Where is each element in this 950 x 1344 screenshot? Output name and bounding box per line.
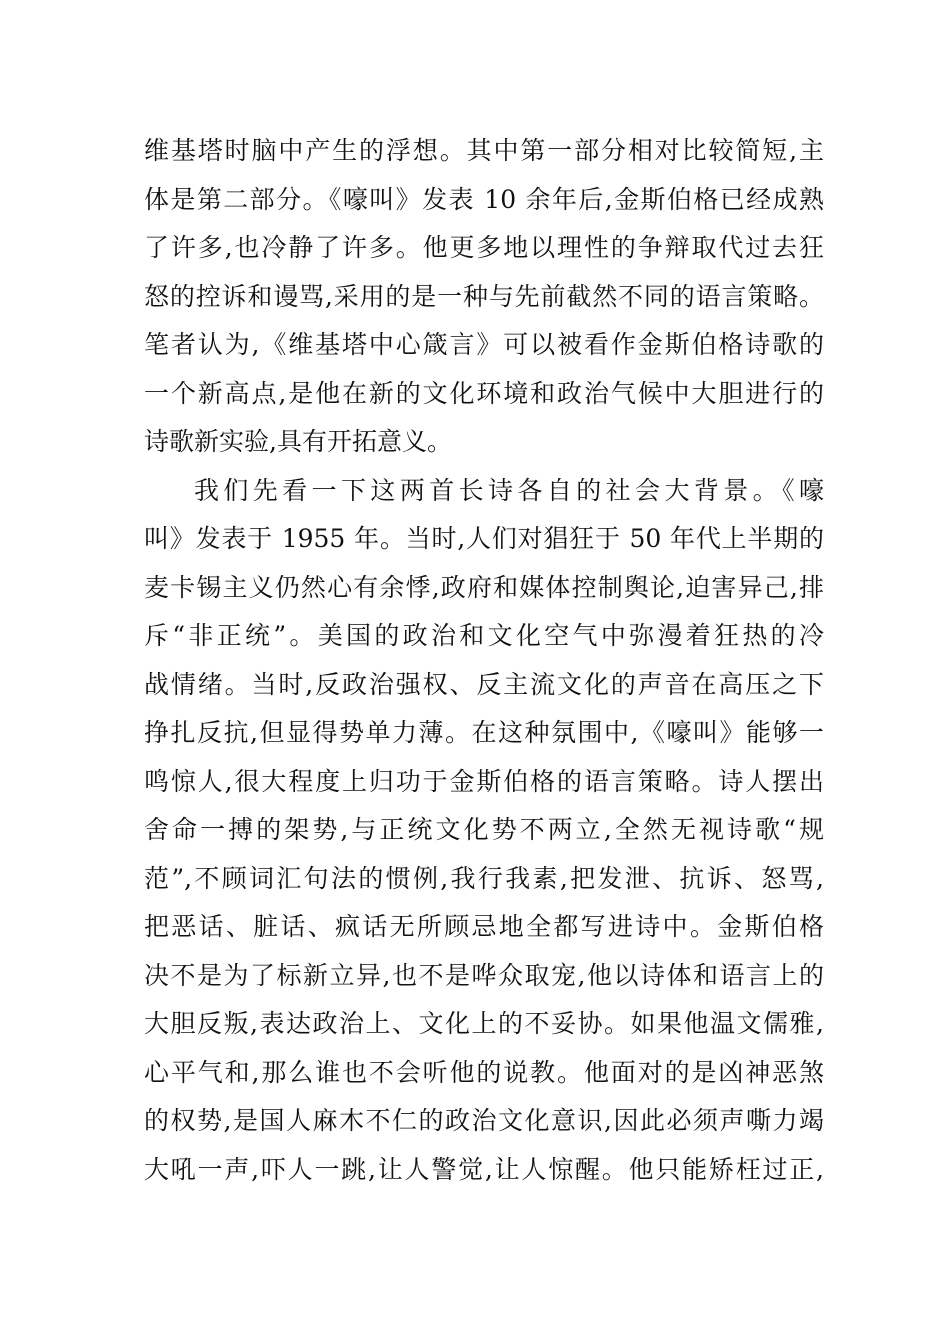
text-line: 战情绪。当时,反政治强权、反主流文化的声音在高压之下 bbox=[144, 669, 824, 699]
text-line: 鸣惊人,很大程度上归功于金斯伯格的语言策略。诗人摆出 bbox=[144, 766, 824, 796]
text-line: 斥“非正统”。美国的政治和文化空气中弥漫着狂热的冷 bbox=[144, 621, 824, 650]
text-line: 了许多,也冷静了许多。他更多地以理性的争辩取代过去狂 bbox=[144, 233, 824, 262]
text-line: 叫》发表于 1955 年。当时,人们对猖狂于 50 年代上半期的 bbox=[144, 524, 824, 553]
text-line: 麦卡锡主义仍然心有余悸,政府和媒体控制舆论,迫害异己,排 bbox=[144, 572, 824, 602]
text-line: 心平气和,那么谁也不会听他的说教。他面对的是凶神恶煞 bbox=[144, 1057, 824, 1087]
text-line: 决不是为了标新立异,也不是哗众取宠,他以诗体和语言上的 bbox=[144, 960, 824, 990]
text-line: 范”,不顾词汇句法的惯例,我行我素,把发泄、抗诉、怒骂, bbox=[144, 863, 824, 893]
text-line: 挣扎反抗,但显得势单力薄。在这种氛围中,《嚎叫》能够一 bbox=[144, 718, 824, 747]
text-line: 怒的控诉和谩骂,采用的是一种与先前截然不同的语言策略。 bbox=[144, 281, 824, 311]
text-line: 笔者认为,《维基塔中心箴言》可以被看作金斯伯格诗歌的 bbox=[144, 330, 824, 359]
text-line: 体是第二部分。《嚎叫》发表 10 余年后,金斯伯格已经成熟 bbox=[144, 184, 824, 214]
text-line: 我们先看一下这两首长诗各自的社会大背景。《嚎 bbox=[194, 475, 824, 505]
text-line: 诗歌新实验,具有开拓意义。 bbox=[144, 427, 452, 456]
text-line: 把恶话、脏话、疯话无所顾忌地全都写进诗中。金斯伯格 bbox=[144, 912, 824, 941]
paragraph-2 bbox=[144, 467, 824, 1195]
text-line: 大吼一声,吓人一跳,让人警觉,让人惊醒。他只能矫枉过正, bbox=[144, 1154, 824, 1184]
text-line: 一个新高点,是他在新的文化环境和政治气候中大胆进行的 bbox=[144, 378, 824, 408]
body-text bbox=[144, 127, 824, 1194]
text-line: 舍命一搏的架势,与正统文化势不两立,全然无视诗歌“规 bbox=[144, 815, 824, 844]
text-line: 大胆反叛,表达政治上、文化上的不妥协。如果他温文儒雅, bbox=[144, 1009, 824, 1038]
text-line: 的权势,是国人麻木不仁的政治文化意识,因此必须声嘶力竭 bbox=[144, 1106, 824, 1135]
text-line: 维基塔时脑中产生的浮想。其中第一部分相对比较简短,主 bbox=[144, 136, 824, 165]
paragraph-1 bbox=[144, 127, 824, 467]
